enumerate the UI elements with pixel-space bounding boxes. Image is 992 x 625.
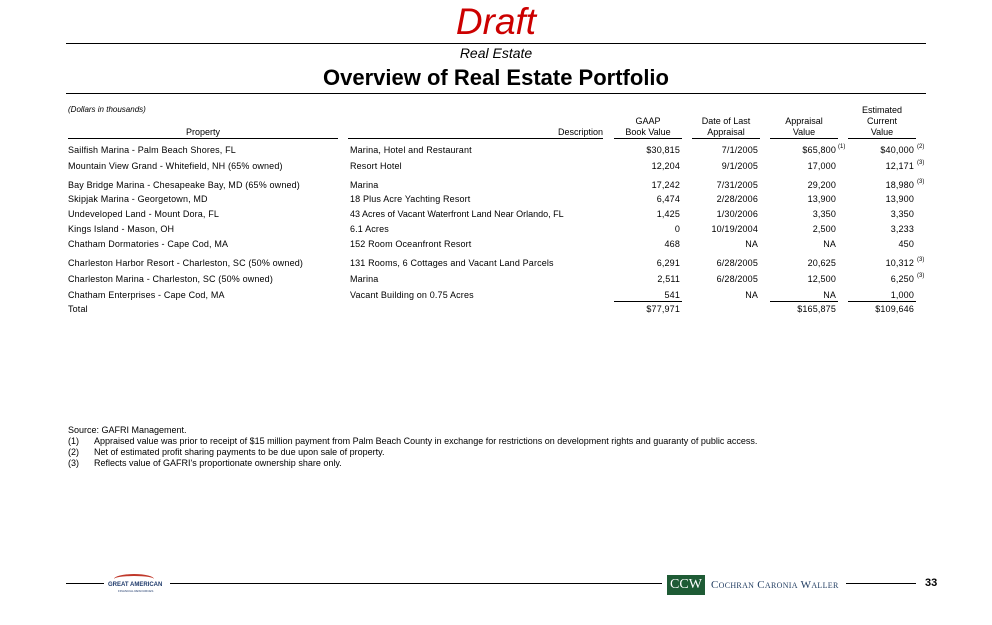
appraisal-value: 17,000 — [807, 161, 836, 171]
total-current: $109,646 — [875, 304, 914, 314]
total-label: Total — [68, 304, 88, 314]
page-number: 33 — [925, 577, 938, 589]
appraisal-date: 9/1/2005 — [721, 161, 758, 171]
appraisal-value: 2,500 — [812, 224, 836, 234]
col-header-gaap-2: Book Value — [614, 127, 682, 139]
current-value: 3,233 — [890, 224, 914, 234]
gaap-value: 2,511 — [657, 274, 680, 284]
appraisal-date: NA — [745, 239, 758, 249]
appraisal-value: 12,500 — [807, 274, 836, 284]
property-description: Marina, Hotel and Restaurant — [350, 145, 472, 155]
gaap-value: 468 — [664, 239, 680, 249]
current-footnote-ref: (2) — [917, 144, 925, 150]
col-header-date-1: Date of Last — [701, 116, 751, 126]
appraisal-date: 2/28/2006 — [716, 194, 758, 204]
appraisal-value: 3,350 — [812, 209, 836, 219]
total-rule-appraisal — [770, 301, 838, 302]
current-value: 450 — [898, 239, 914, 249]
appraisal-date: 10/19/2004 — [711, 224, 758, 234]
appraisal-value: 13,900 — [807, 194, 836, 204]
appraisal-date: NA — [745, 290, 758, 300]
appraisal-date: 1/30/2006 — [716, 209, 758, 219]
appraisal-value: 20,625 — [807, 258, 836, 268]
current-value: 10,312 — [885, 258, 914, 268]
property-description: Vacant Building on 0.75 Acres — [350, 290, 474, 300]
footer-rule-left — [66, 583, 104, 584]
great-american-logo — [108, 574, 164, 594]
current-value: 12,171 — [885, 161, 914, 171]
col-header-date-2: Appraisal — [692, 127, 760, 139]
property-description: 18 Plus Acre Yachting Resort — [350, 194, 471, 204]
title-rule — [66, 93, 926, 94]
current-value: 13,900 — [885, 194, 914, 204]
gaap-value: 541 — [664, 290, 680, 300]
appraisal-value: NA — [823, 239, 836, 249]
col-header-current-2: Current — [866, 116, 897, 126]
total-gaap: $77,971 — [646, 304, 680, 314]
appraisal-value: $65,800 — [802, 145, 836, 155]
appraisal-date: 7/1/2005 — [721, 145, 758, 155]
col-header-appraisal-2: Value — [770, 127, 838, 139]
gaap-value: 12,204 — [651, 161, 680, 171]
footnote-number: (2) — [68, 447, 79, 457]
units-note: (Dollars in thousands) — [68, 105, 146, 114]
footnote-text: Appraised value was prior to receipt of $15 million payment from Palm Beach County in exchange for restrictions on development rights and guaranty of public access. — [94, 436, 758, 446]
current-footnote-ref: (3) — [917, 179, 925, 185]
gaap-value: 17,242 — [651, 180, 680, 190]
property-description: 6.1 Acres — [350, 224, 389, 234]
logo-subtext: FINANCIAL RESOURCES — [118, 589, 154, 593]
current-footnote-ref: (3) — [917, 273, 925, 279]
gaap-value: 6,291 — [656, 258, 680, 268]
footnote-text: Net of estimated profit sharing payments to be due upon sale of property. — [94, 447, 385, 457]
property-description: Resort Hotel — [350, 161, 402, 171]
footnote-text: Reflects value of GAFRI's proportionate ownership share only. — [94, 458, 342, 468]
property-description: 152 Room Oceanfront Resort — [350, 239, 472, 249]
appraisal-date: 6/28/2005 — [716, 258, 758, 268]
current-value: 3,350 — [890, 209, 914, 219]
source-note: Source: GAFRI Management. — [68, 425, 187, 435]
current-value: $40,000 — [880, 145, 914, 155]
property-name: Charleston Harbor Resort - Charleston, SC (50% owned) — [68, 258, 304, 268]
property-name: Skipjak Marina - Georgetown, MD — [68, 194, 208, 204]
col-header-property: Property — [68, 127, 338, 139]
appraisal-date: 6/28/2005 — [716, 274, 758, 284]
property-name: Sailfish Marina - Palm Beach Shores, FL — [68, 145, 236, 155]
col-header-current-3: Value — [848, 127, 916, 139]
footnote-3 — [68, 458, 342, 469]
footer-rule-right — [846, 583, 916, 584]
total-appraisal: $165,875 — [797, 304, 836, 314]
property-name: Kings Island - Mason, OH — [68, 224, 175, 234]
gaap-value: 1,425 — [656, 209, 680, 219]
appraisal-date: 7/31/2005 — [716, 180, 758, 190]
section-label: Real Estate — [459, 45, 533, 61]
col-header-description: Description — [348, 127, 603, 139]
property-description: Marina — [350, 274, 379, 284]
appraisal-value: 29,200 — [807, 180, 836, 190]
property-description: 43 Acres of Vacant Waterfront Land Near Orlando, FL — [350, 209, 564, 219]
appraisal-value: NA — [823, 290, 836, 300]
gaap-value: 0 — [674, 224, 680, 234]
gaap-value: 6,474 — [656, 194, 680, 204]
property-name: Bay Bridge Marina - Chesapeake Bay, MD (65% owned) — [68, 180, 300, 190]
total-rule-gaap — [614, 301, 682, 302]
footnote-1 — [68, 436, 757, 447]
total-rule-current — [848, 301, 916, 302]
draft-watermark: Draft — [455, 1, 537, 42]
current-value: 18,980 — [885, 180, 914, 190]
property-name: Chatham Enterprises - Cape Cod, MA — [68, 290, 225, 300]
property-name: Chatham Dormatories - Cape Cod, MA — [68, 239, 229, 249]
property-name: Charleston Marina - Charleston, SC (50% owned) — [68, 274, 273, 284]
property-description: Marina — [350, 180, 379, 190]
col-header-current-1: Estimated — [861, 105, 903, 115]
footnote-number: (3) — [68, 458, 79, 468]
appraisal-footnote-ref: (1) — [838, 144, 846, 150]
property-name: Mountain View Grand - Whitefield, NH (65% owned) — [68, 161, 283, 171]
footer-rule-middle — [170, 583, 662, 584]
col-header-gaap-1: GAAP — [635, 116, 661, 126]
header-rule — [66, 43, 926, 44]
current-footnote-ref: (3) — [917, 160, 925, 166]
ccw-monogram-logo: CCW — [667, 575, 705, 595]
property-name: Undeveloped Land - Mount Dora, FL — [68, 209, 220, 219]
current-value: 6,250 — [890, 274, 914, 284]
page-title: Overview of Real Estate Portfolio — [323, 65, 669, 90]
property-description: 131 Rooms, 6 Cottages and Vacant Land Parcels — [350, 258, 554, 268]
gaap-value: $30,815 — [646, 145, 680, 155]
current-value: 1,000 — [890, 290, 914, 300]
footnote-2 — [68, 447, 385, 458]
col-header-appraisal-1: Appraisal — [785, 116, 823, 126]
firm-name: Cochran Caronia Waller — [711, 579, 839, 591]
logo-text: GREAT AMERICAN — [108, 582, 163, 588]
current-footnote-ref: (3) — [917, 257, 925, 263]
footnote-number: (1) — [68, 436, 79, 446]
